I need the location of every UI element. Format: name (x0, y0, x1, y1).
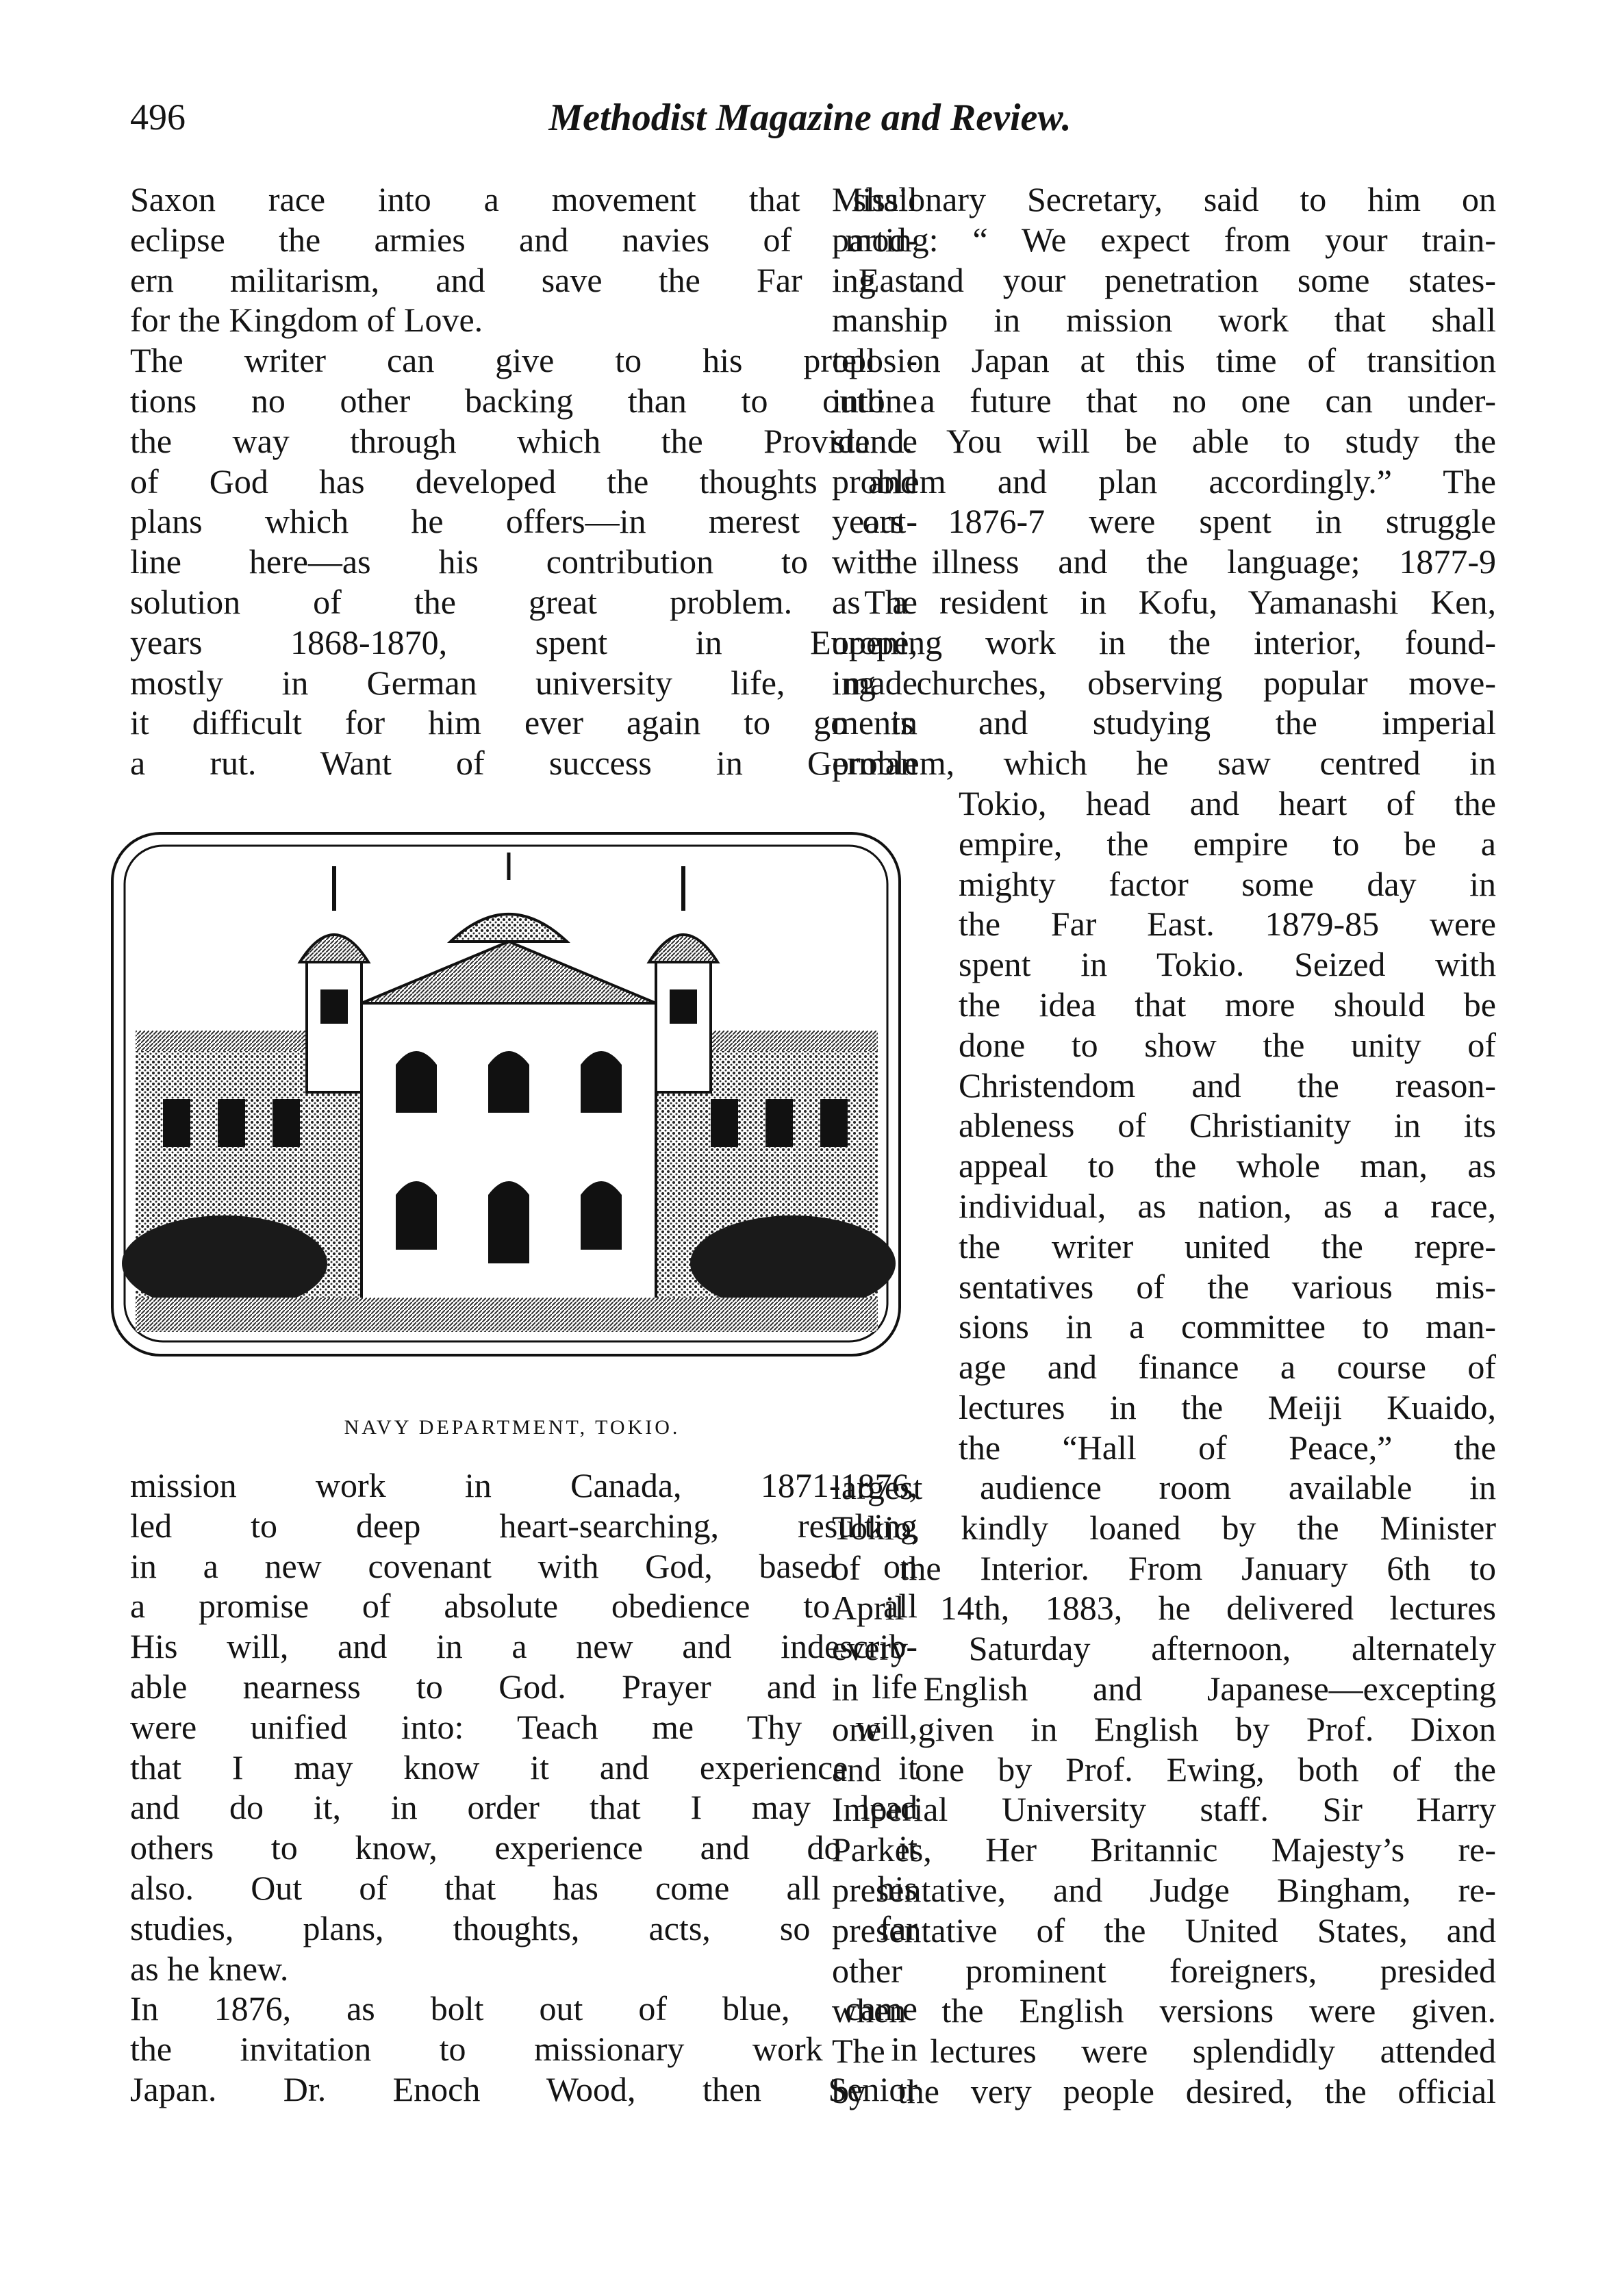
text-line: as he knew. (130, 1949, 289, 1988)
text-line: of God has developed the thoughts and (130, 462, 917, 501)
text-line: also. Out of that has come all his (130, 1869, 917, 1907)
text-line: mostly in German university life, made (130, 663, 917, 702)
text-line: in English and Japanese—excepting (832, 1669, 1496, 1708)
text-line: the idea that more should be (959, 985, 1496, 1024)
text-line: ing and your penetration some states- (832, 260, 1496, 299)
text-line: ments and studying the imperial (832, 703, 1496, 742)
text-line: and one by Prof. Ewing, both of the (832, 1750, 1496, 1789)
text-line: empire, the empire to be a (959, 824, 1496, 863)
text-line: eclipse the armies and navies of mod- (130, 220, 917, 259)
text-line: Imperial University staff. Sir Harry (832, 1790, 1496, 1829)
text-line: every Saturday afternoon, alternately (832, 1629, 1496, 1668)
text-line: studies, plans, thoughts, acts, so far (130, 1908, 917, 1947)
text-line: spent in Tokio. Seized with (959, 945, 1496, 984)
text-line: mission work in Canada, 1871-1876, (130, 1466, 917, 1504)
text-line: lectures in the Meiji Kuaido, (959, 1388, 1496, 1426)
text-line: appeal to the whole man, as (959, 1146, 1496, 1185)
text-line: of the Interior. From January 6th to (832, 1548, 1496, 1587)
text-line: Tokio, head and heart of the (959, 784, 1496, 822)
text-line: into a future that no one can under- (832, 381, 1496, 420)
text-line: ern militarism, and save the Far East (130, 260, 917, 299)
text-line: the invitation to missionary work in (130, 2030, 917, 2069)
navy-department-illustration (108, 825, 916, 1366)
text-line: manship in mission work that shall (832, 301, 1496, 340)
text-line: a promise of absolute obedience to all (130, 1587, 917, 1626)
text-line: solution of the great problem. The (130, 583, 917, 621)
text-line: the way through which the Providence (130, 421, 917, 460)
text-line: were unified into: Teach me Thy will, (130, 1707, 917, 1746)
text-line: and do it, in order that I may lead (130, 1788, 917, 1827)
text-line: presentative, and Judge Bingham, re- (832, 1871, 1496, 1909)
text-line: others to know, experience and do it (130, 1828, 917, 1867)
text-line: able nearness to God. Prayer and life (130, 1667, 917, 1706)
text-line: stand. You will be able to study the (832, 421, 1496, 460)
text-line: years 1876-7 were spent in struggle (832, 502, 1496, 541)
text-line: done to show the unity of (959, 1025, 1496, 1064)
building-engraving (108, 825, 916, 1366)
text-line: age and finance a course of (959, 1348, 1496, 1387)
text-line: Christendom and the reason- (959, 1065, 1496, 1105)
text-line: The lectures were splendidly attended (832, 2032, 1496, 2071)
page-number: 496 (130, 97, 186, 138)
text-line: presentative of the United States, and (832, 1910, 1496, 1950)
text-line: April 14th, 1883, he delivered lectures (832, 1589, 1496, 1628)
text-line: In 1876, as bolt out of blue, came (130, 1989, 917, 2028)
text-line: plans which he offers—in merest out- (130, 502, 917, 541)
text-line: ing churches, observing popular move- (832, 663, 1496, 702)
text-line: one given in English by Prof. Dixon (832, 1709, 1496, 1748)
text-line: the “Hall of Peace,” the (959, 1428, 1496, 1467)
text-line: for the Kingdom of Love. (130, 301, 483, 340)
text-line: problem and plan accordingly.” The (832, 462, 1496, 501)
text-line: Missionary Secretary, said to him on (832, 180, 1496, 218)
text-line: sions in a committee to man- (959, 1307, 1496, 1346)
text-line: other prominent foreigners, presided (832, 1951, 1496, 1990)
text-line: with illness and the language; 1877-9 (832, 542, 1496, 581)
text-line: in a new covenant with God, based on (130, 1546, 917, 1585)
text-line: parting: “ We expect from your train- (832, 220, 1496, 259)
text-line: Saxon race into a movement that shall (130, 180, 917, 218)
text-line: sentatives of the various mis- (959, 1267, 1496, 1306)
text-line: tions no other backing than to outline (130, 381, 917, 420)
text-line: as a resident in Kofu, Yamanashi Ken, (832, 583, 1496, 621)
text-line: opening work in the interior, found- (832, 622, 1496, 661)
text-line: a rut. Want of success in German (130, 744, 917, 783)
text-line: when the English versions were given. (832, 1991, 1496, 2030)
text-line: individual, as nation, as a race, (959, 1187, 1496, 1225)
text-line: Parkes, Her Britannic Majesty’s re- (832, 1830, 1496, 1869)
text-line: that I may know it and experience it (130, 1748, 917, 1787)
text-line: line here—as his contribution to the (130, 542, 917, 581)
text-line: by the very people desired, the official (832, 2072, 1496, 2110)
text-line: Japan. Dr. Enoch Wood, then Senior (130, 2070, 917, 2108)
text-line: His will, and in a new and indescrib- (130, 1627, 917, 1666)
text-line: the Far East. 1879-85 were (959, 905, 1496, 944)
text-line: Tokio, kindly loaned by the Minister (832, 1508, 1496, 1547)
text-line: mighty factor some day in (959, 864, 1496, 903)
text-line: tell on Japan at this time of transition (832, 341, 1496, 380)
text-line: largest audience room available in (832, 1468, 1496, 1506)
text-line: it difficult for him ever again to go in (130, 703, 917, 742)
text-line: the writer united the repre- (959, 1226, 1496, 1265)
text-line: led to deep heart-searching, resulting (130, 1506, 917, 1545)
text-line: problem, which he saw centred in (832, 744, 1496, 783)
text-line: The writer can give to his proposi- (130, 341, 917, 380)
running-title: Methodist Magazine and Review. (548, 97, 1072, 139)
text-line: ableness of Christianity in its (959, 1106, 1496, 1145)
figure-caption: NAVY DEPARTMENT, TOKIO. (344, 1416, 681, 1439)
text-line: years 1868-1870, spent in Europe, (130, 622, 917, 661)
